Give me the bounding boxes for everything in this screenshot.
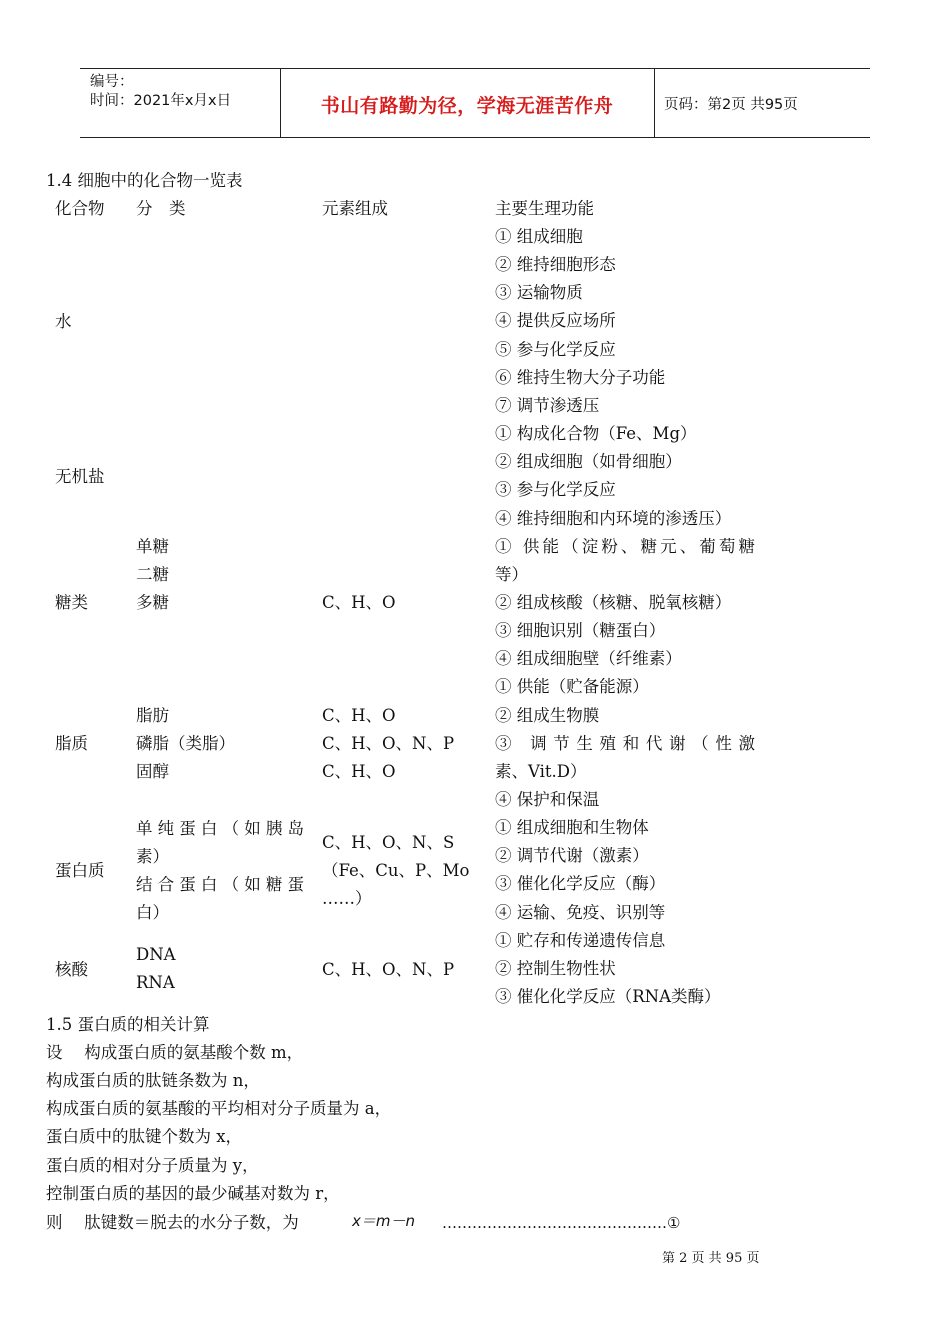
function-item: ① 贮存和传递遗传信息: [495, 931, 666, 950]
header-motto: 书山有路勤为径，学海无涯苦作舟: [320, 95, 614, 117]
element-composition: ……）: [322, 889, 372, 908]
function-item: ④ 运输、免疫、识别等: [495, 903, 666, 922]
compound-name: 脂质: [55, 734, 88, 753]
number-label: 编号：: [90, 74, 134, 90]
function-item: ② 调节代谢（激素）: [495, 846, 649, 865]
function-item: 等）: [495, 565, 528, 584]
function-item: ① 构成化合物（Fe、Mg）: [495, 424, 697, 443]
function-item: ⑥ 维持生物大分子功能: [495, 368, 666, 387]
equation: x＝m－n: [352, 1212, 415, 1230]
element-composition: C、H、O: [322, 762, 396, 781]
element-composition: C、H、O: [322, 593, 396, 612]
category-item: DNA: [136, 945, 176, 964]
function-item: ③ 调节生殖和代谢（性激: [495, 734, 755, 753]
column-header: 主要生理功能: [495, 199, 594, 218]
compound-name: 水: [55, 312, 72, 331]
category-item: 单糖: [136, 537, 169, 556]
function-item: ④ 组成细胞壁（纤维素）: [495, 649, 682, 668]
page-header: [80, 68, 870, 138]
function-item: ② 组成细胞（如骨细胞）: [495, 452, 682, 471]
function-item: ② 组成核酸（核糖、脱氧核糖）: [495, 593, 732, 612]
category-item: 多糖: [136, 593, 169, 612]
function-item: ② 组成生物膜: [495, 706, 600, 725]
header-divider: [654, 69, 655, 137]
function-item: ① 供能（贮备能源）: [495, 677, 649, 696]
definition-line: 蛋白质中的肽键个数为 x，: [46, 1127, 243, 1146]
time-label: 时间：2021年x月x日: [90, 93, 232, 109]
section-title: 1.5 蛋白质的相关计算: [46, 1015, 210, 1034]
definition-line: 构成蛋白质的氨基酸的平均相对分子质量为 a，: [46, 1099, 392, 1118]
element-composition: C、H、O、N、S: [322, 833, 455, 852]
definition-line: 构成蛋白质的肽链条数为 n，: [46, 1071, 260, 1090]
element-composition: C、H、O、N、P: [322, 960, 455, 979]
conclusion-line: 则 肽键数＝脱去的水分子数，为: [46, 1213, 299, 1232]
definition-line: 蛋白质的相对分子质量为 y，: [46, 1156, 259, 1175]
category-item: 素）: [136, 847, 169, 866]
category-item: 结合蛋白（如糖蛋: [136, 875, 304, 894]
function-item: ② 控制生物性状: [495, 959, 616, 978]
element-composition: （Fe、Cu、P、Mo: [322, 861, 470, 880]
category-item: 白）: [136, 903, 169, 922]
function-item: ① 组成细胞: [495, 227, 583, 246]
element-composition: C、H、O、N、P: [322, 734, 455, 753]
compound-name: 蛋白质: [55, 861, 105, 880]
compound-name: 核酸: [55, 960, 88, 979]
column-header: 分 类: [136, 199, 186, 218]
function-item: ② 维持细胞形态: [495, 255, 616, 274]
function-item: 素、Vit.D）: [495, 762, 587, 781]
column-header: 元素组成: [322, 199, 388, 218]
category-item: RNA: [136, 973, 175, 992]
definition-line: 设 构成蛋白质的氨基酸个数 m，: [46, 1043, 304, 1062]
function-item: ③ 运输物质: [495, 283, 583, 302]
category-item: 固醇: [136, 762, 169, 781]
category-item: 脂肪: [136, 706, 169, 725]
header-page-info: 页码：第2页 共95页: [664, 97, 798, 113]
compound-name: 无机盐: [55, 467, 105, 486]
function-item: ③ 参与化学反应: [495, 480, 616, 499]
function-item: ① 供能（淀粉、糖元、葡萄糖: [495, 537, 755, 556]
category-item: 磷脂（类脂）: [136, 734, 235, 753]
column-header: 化合物: [55, 199, 105, 218]
function-item: ④ 保护和保温: [495, 790, 600, 809]
function-item: ③ 催化化学反应（RNA类酶）: [495, 987, 721, 1006]
function-item: ⑤ 参与化学反应: [495, 340, 616, 359]
category-item: 二糖: [136, 565, 169, 584]
function-item: ④ 提供反应场所: [495, 311, 616, 330]
function-item: ③ 细胞识别（糖蛋白）: [495, 621, 666, 640]
element-composition: C、H、O: [322, 706, 396, 725]
function-item: ④ 维持细胞和内环境的渗透压）: [495, 509, 732, 528]
equation-leader: ………………………………………①: [442, 1214, 681, 1232]
function-item: ⑦ 调节渗透压: [495, 396, 600, 415]
page-footer: 第 2 页 共 95 页: [662, 1251, 760, 1266]
category-item: 单纯蛋白（如胰岛: [136, 819, 304, 838]
function-item: ① 组成细胞和生物体: [495, 818, 649, 837]
header-meta: [90, 73, 231, 111]
section-title: 1.4 细胞中的化合物一览表: [46, 171, 243, 190]
definition-line: 控制蛋白质的基因的最少碱基对数为 r，: [46, 1184, 340, 1203]
compound-name: 糖类: [55, 593, 88, 612]
function-item: ③ 催化化学反应（酶）: [495, 874, 666, 893]
